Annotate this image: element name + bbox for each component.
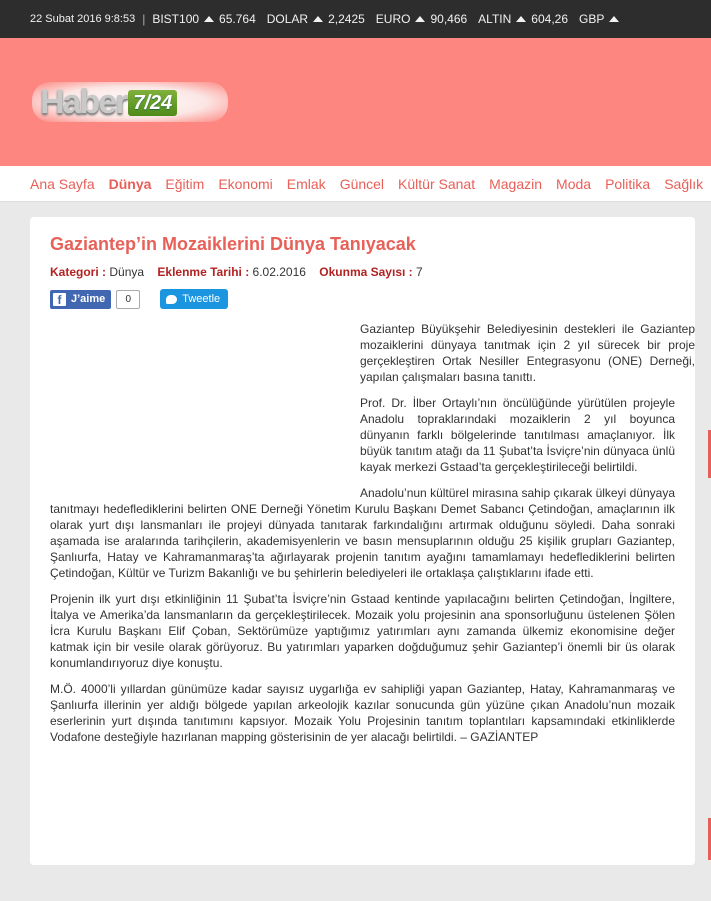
article-paragraph: M.Ö. 4000’li yıllardan günümüze kadar sayısız uygarlığa ev sahipliği yapan Gaziantep, Hatay, Kahramanmaraş ve Şanlıurfa illerinin yer aldığı bölgede yapılan arkeolojik kazılar sonucunda gün yüzüne çıkan Anadolu’nun mozaik eserlerinin yurt dışında tanıtımını kapsıyor. Mozaik Yolu Projesinin tanıtım toplantıları kapsamındaki etkinliklerde Vodafone desteğiyle hazırlanan mapping gösterisinin de yer alacağı belirtildi. – GAZİANTEP [50,682,675,744]
arrow-up-icon [609,16,619,22]
logo-wordmark: Haber [40,82,127,121]
social-share-bar [50,289,228,309]
ticker-item-altin [478,12,568,26]
meta-reads-label: Okunma Sayısı : [319,265,413,279]
main-navigation [0,166,711,202]
meta-category-value[interactable]: Dünya [109,265,145,279]
meta-date-value: 6.02.2016 [252,265,306,279]
article-paragraph: Projenin ilk yurt dışı etkinliğinin 11 Şubat’ta İsviçre’nin Gstaad kentinde yapılacağını belirten Çetindoğan, İngiltere, İtalya ve Amerika’da lansmanların da gerçekleştirilecek. Mozaik yolu projesinin ana sponsorluğunu üstelenen Şölen İcra Kurulu Başkanı Elif Çoban, Sektörümüze yaptığımız yatırımları aynı zamanda ülkemiz ekonomisine değer katmak için bir vesile olarak görüyoruz. Bu yatırımları yaparken doğduğumuz şehir Gaziantep’i önemli bir üs olarak konumlandırıyoruz diye konuştu. [50,592,675,670]
nav-item-guncel[interactable]: Güncel [339,175,385,192]
nav-item-magazin[interactable]: Magazin [489,175,543,192]
nav-item-kultur-sanat[interactable]: Kültür Sanat [398,175,476,192]
tweet-button[interactable] [160,289,228,309]
arrow-up-icon [415,16,425,22]
nav-item-egitim[interactable]: Eğitim [165,175,205,192]
meta-reads-value: 7 [416,265,423,279]
ticker-value: 65.764 [219,12,256,26]
like-count: 0 [116,290,140,309]
twitter-bird-icon [166,295,177,304]
arrow-up-icon [313,16,323,22]
ticker-label: GBP [579,12,605,26]
article-title: Gaziantep’in Mozaiklerini Dünya Tanıyacak [50,234,416,254]
ticker-value: 90,466 [430,12,468,26]
nav-item-saglik[interactable]: Sağlık [664,175,704,192]
article-meta [50,265,433,279]
article-paragraph: Gaziantep Büyükşehir Belediyesinin destekleri ile Gaziantep mozaiklerini dünyaya tanıtmak için 2 yıl sürecek bir proje gerçekleştiren Ortak Nesiller Entegrasyonu (ONE) Derneği, yapılan çalışmaları basına tanıttı. [360,322,695,384]
article-paragraph: Prof. Dr. İlber Ortaylı’nın öncülüğünde yürütülen projeyle Anadolu topraklarındaki mozaiklerin 2 yıl boyunca dünyanın farklı bölgelerinde tanıtılması amaçlanıyor. İlk büyük tanıtım atağı da 11 Şubat’ta İsviçre’nin dünyaca ünlü kayak merkezi Gstaad’ta gerçekleştirileceği belirtildi. [360,396,675,474]
nav-item-politika[interactable]: Politika [605,175,651,192]
ticker-date: 22 Subat 2016 9:8:53 [30,13,136,25]
site-header [0,38,711,166]
ticker-item-euro [376,12,467,26]
facebook-like-button[interactable] [50,290,111,309]
nav-item-ana-sayfa[interactable]: Ana Sayfa [30,175,95,192]
logo-badge: 7/24 [128,90,177,116]
meta-category [50,265,147,279]
site-logo[interactable] [32,82,228,122]
article-card [30,217,695,865]
nav-item-dunya[interactable]: Dünya [108,175,152,192]
ticker-item-gbp [579,12,624,26]
arrow-up-icon [204,16,214,22]
ticker-label: EURO [375,12,411,26]
article-media-placeholder [50,321,360,497]
nav-item-ekonomi[interactable]: Ekonomi [218,175,273,192]
article-body [50,321,695,755]
arrow-up-icon [516,16,526,22]
meta-date-label: Eklenme Tarihi : [157,265,250,279]
nav-item-emlak[interactable]: Emlak [286,175,326,192]
meta-reads [319,265,422,279]
ticker-value: 604,26 [531,12,568,26]
ticker-label: ALTIN [478,12,512,26]
meta-category-label: Kategori : [50,265,107,279]
ticker-label: BIST100 [152,12,200,26]
tweet-label: Tweetle [182,293,221,305]
ticker-item-bist100 [152,12,255,26]
ticker-value: 2,2425 [328,12,365,26]
ticker-separator: | [142,12,146,26]
article-paragraph: Anadolu’nun kültürel mirasına sahip çıkarak ülkeyi dünyaya tanıtmayı hedeflediklerini belirten ONE Derneği Yönetim Kurulu Başkanı Demet Sabancı Çetindoğan, amaçlarının ilk olarak yurt dışı lansmanları ile projeyi dünyada tanıtarak farkındalığını artırmak olduğunu söyledi. Daha sonraki aşamada ise aralarında tarihçilerin, akademisyenlerin ve basın mensuplarının olduğu 25 kişilik grupları Gaziantep, Şanlıurfa, Hatay ve Kahramanmaraş’ta ağırlayarak projenin tanıtım ayağını tamamlamayı hedeflediklerini belirten Çetindoğan, Kültür ve Turizm Bakanlığı ve bu şehirlerin belediyeleri ile ortaklaşa çalıştıklarını ifade etti. [50,486,675,580]
nav-item-moda[interactable]: Moda [556,175,592,192]
market-ticker-bar [0,0,711,38]
meta-date [157,265,309,279]
facebook-icon: f [53,293,66,306]
ticker-item-dolar [267,12,365,26]
like-label: J’aime [71,293,106,305]
ticker-label: DOLAR [266,12,309,26]
